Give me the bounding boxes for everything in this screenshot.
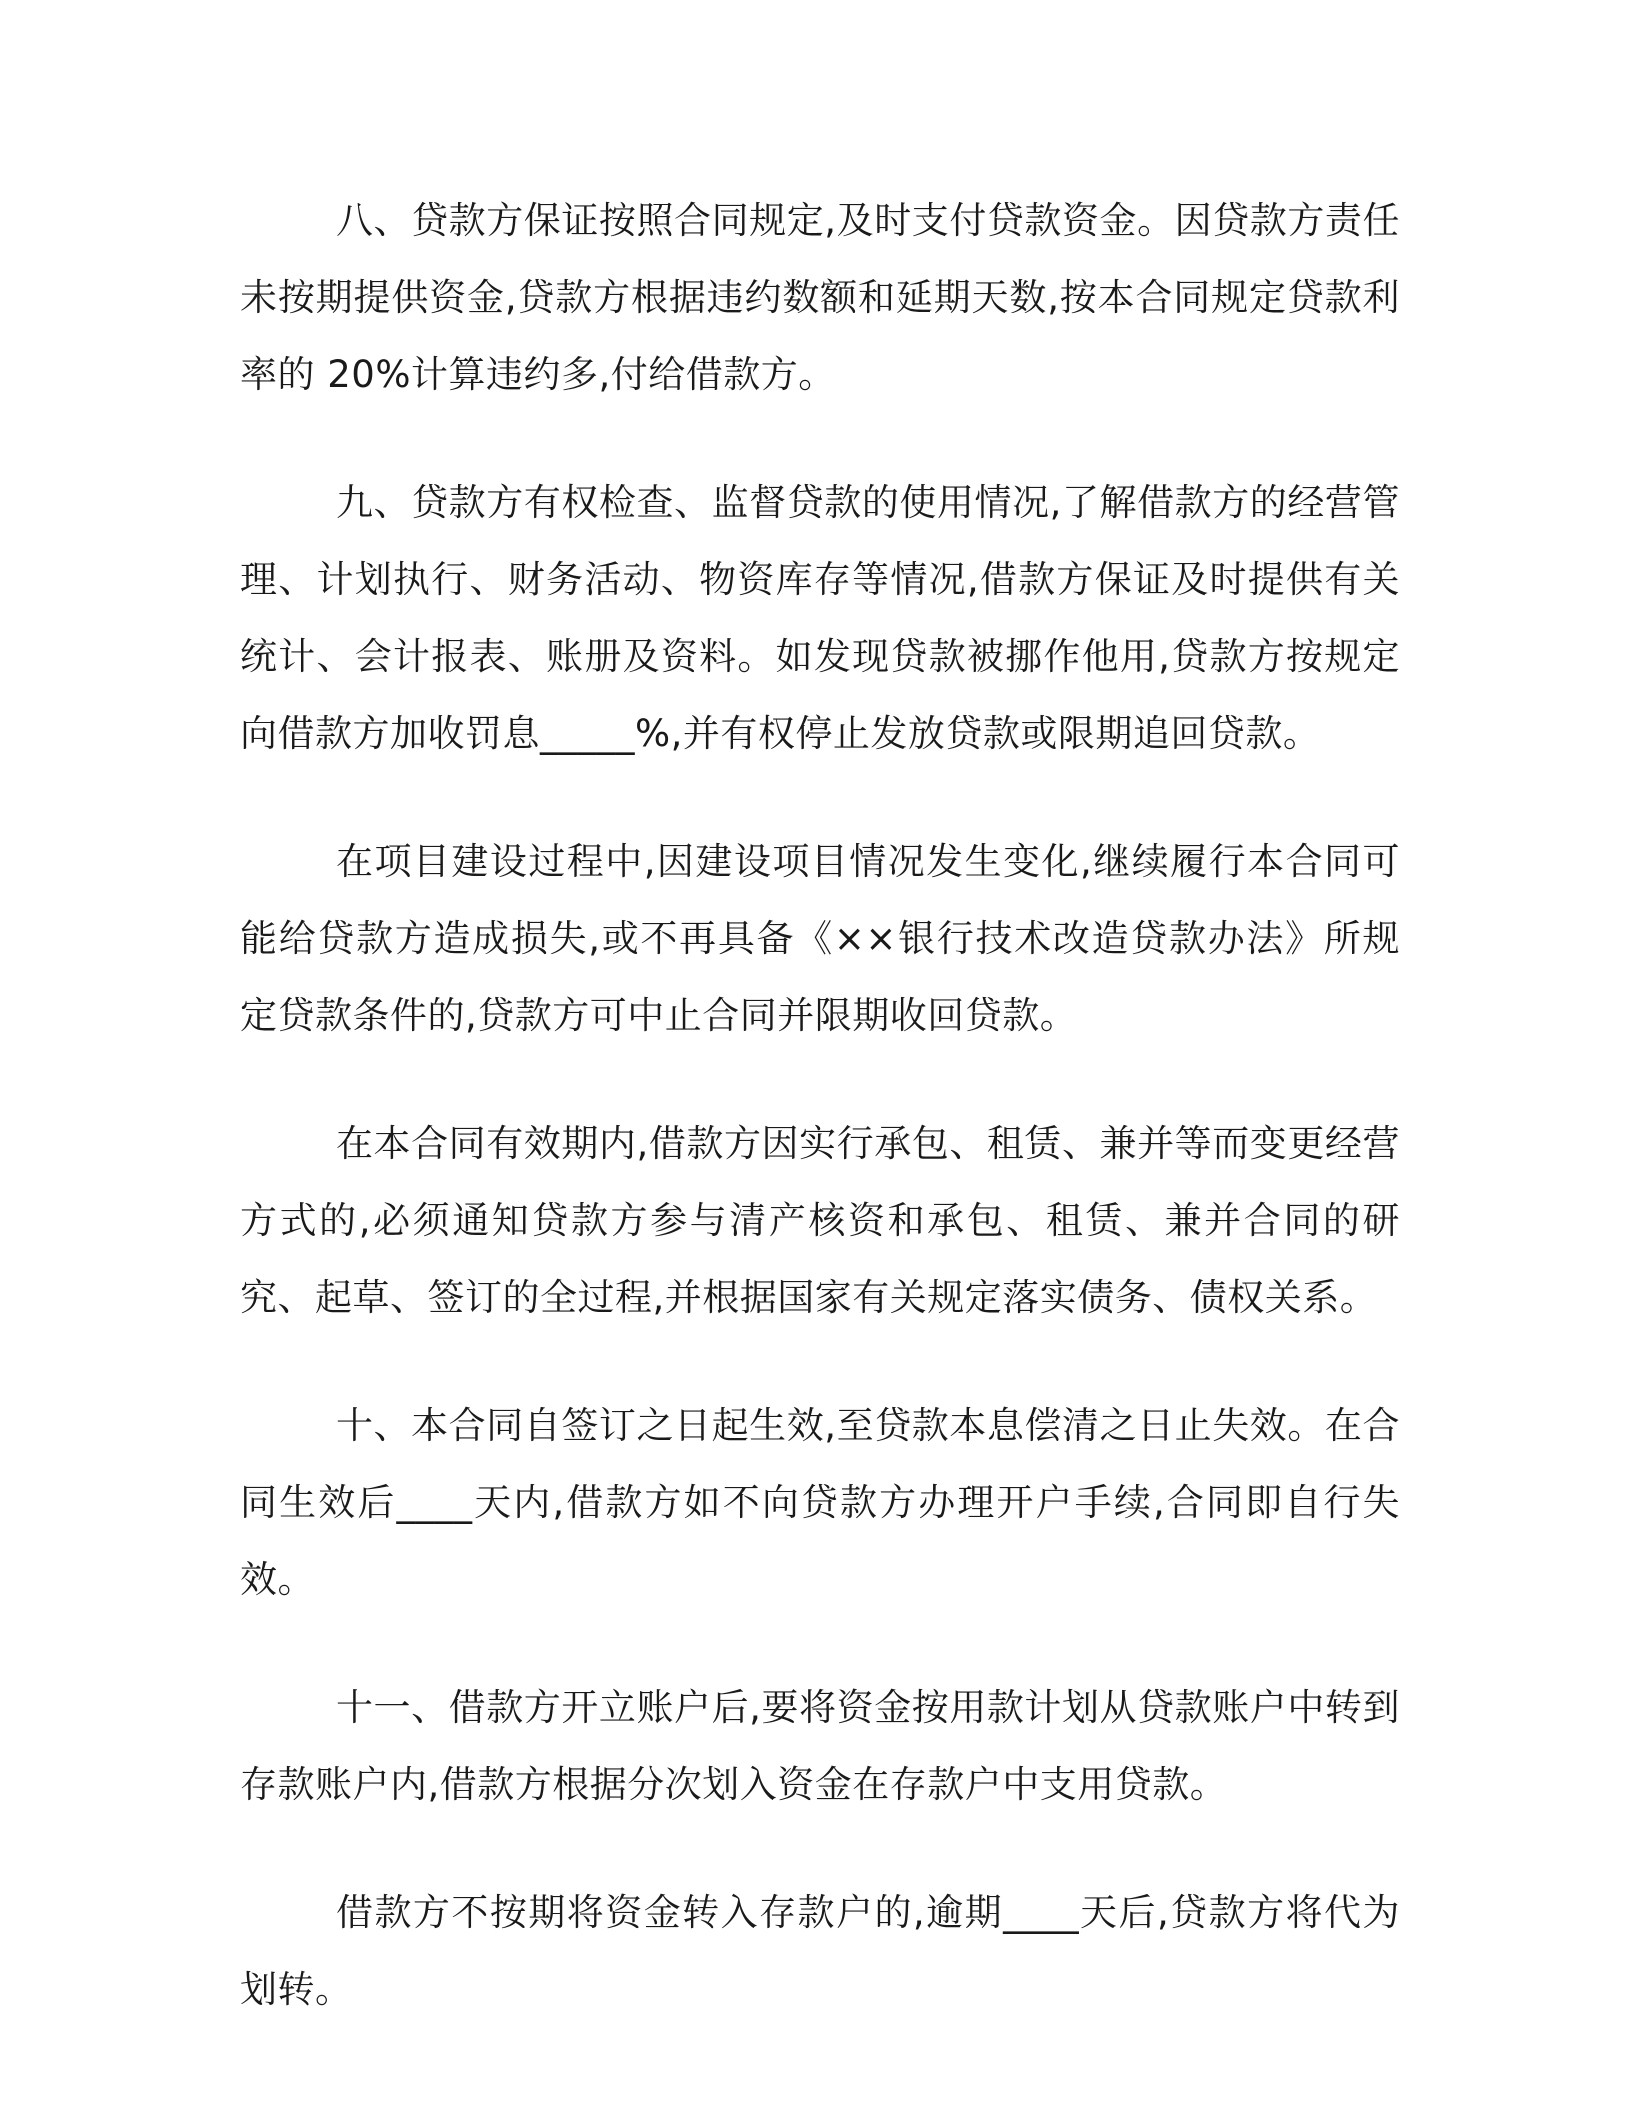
clause-9-paragraph: 九、贷款方有权检查、监督贷款的使用情况,了解借款方的经营管理、计划执行、财务活动、物资库存等情况,借款方保证及时提供有关统计、会计报表、账册及资料。如发现贷款被挪作他用,贷款方按规定向借款方加收罚息_____%,并有权停止发放贷款或限期追回贷款。 <box>240 481 1400 755</box>
clause-8-paragraph: 八、贷款方保证按照合同规定,及时支付贷款资金。因贷款方责任未按期提供资金,贷款方根据违约数额和延期天数,按本合同规定贷款利率的 20%计算违约多,付给借款方。 <box>240 199 1400 396</box>
clause-11-paragraph: 十一、借款方开立账户后,要将资金按用款计划从贷款账户中转到存款账户内,借款方根据分次划入资金在存款户中支用贷款。 <box>240 1686 1400 1806</box>
project-change-paragraph: 在项目建设过程中,因建设项目情况发生变化,继续履行本合同可能给贷款方造成损失,或不再具备《××银行技术改造贷款办法》所规定贷款条件的,贷款方可中止合同并限期收回贷款。 <box>240 840 1400 1037</box>
overdue-transfer-paragraph: 借款方不按期将资金转入存款户的,逾期____天后,贷款方将代为划转。 <box>240 1891 1400 2011</box>
business-change-paragraph: 在本合同有效期内,借款方因实行承包、租赁、兼并等而变更经营方式的,必须通知贷款方参与清产核资和承包、租赁、兼并合同的研究、起草、签订的全过程,并根据国家有关规定落实债务、债权关系。 <box>240 1122 1400 1319</box>
document-body <box>240 182 1400 2079</box>
clause-10-paragraph: 十、本合同自签订之日起生效,至贷款本息偿清之日止失效。在合同生效后____天内,借款方如不向贷款方办理开户手续,合同即自行失效。 <box>240 1404 1400 1601</box>
